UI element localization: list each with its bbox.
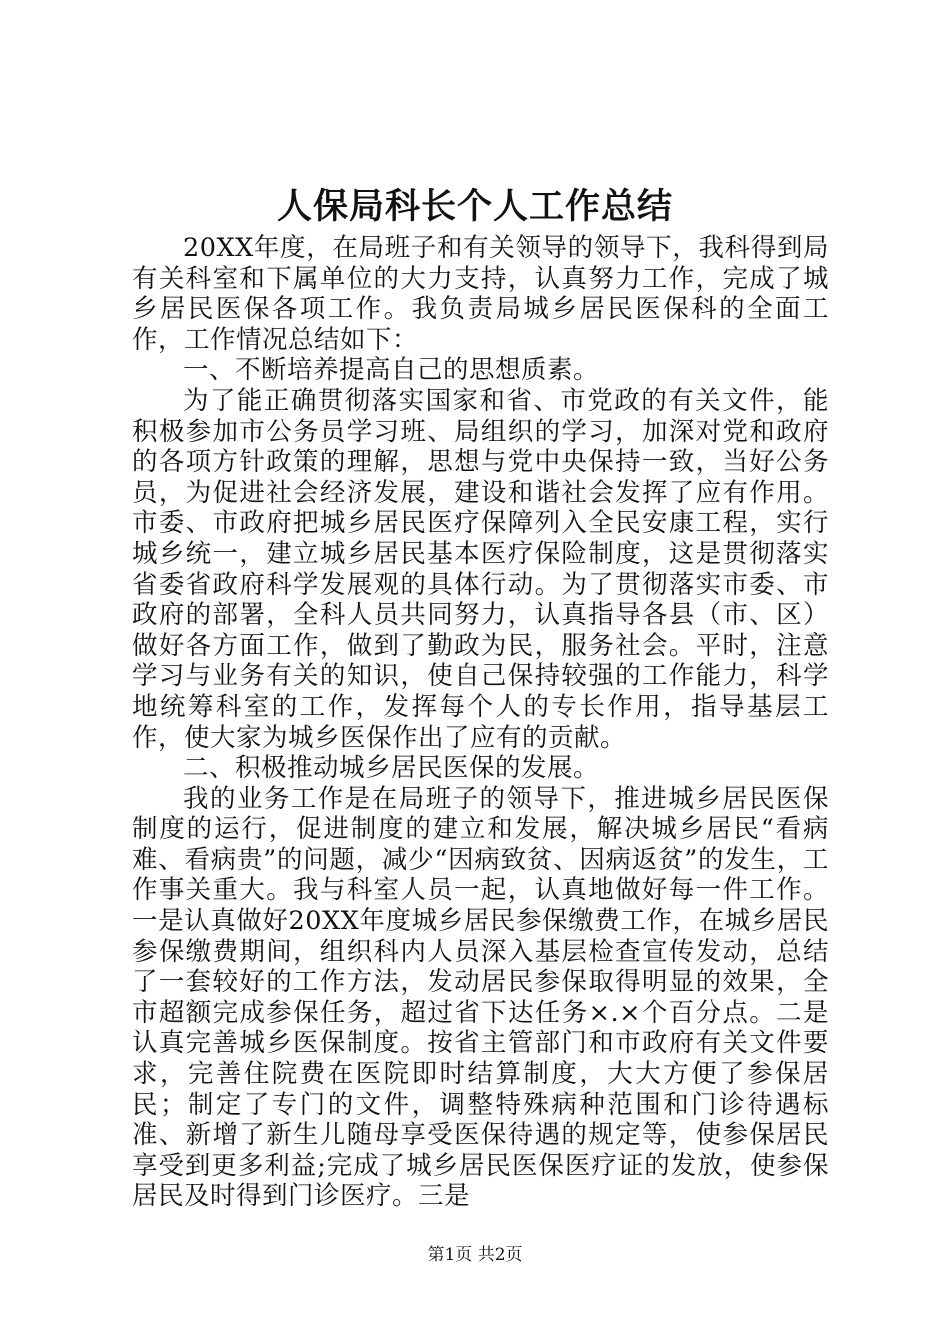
document-body <box>132 233 829 1212</box>
paragraph-section-1: 为了能正确贯彻落实国家和省、市党政的有关文件，能积极参加市公务员学习班、局组织的学习，加深对党和政府的各项方针政策的理解，思想与党中央保持一致，当好公务员，为促进社会经济发展，建设和谐社会发挥了应有作用。市委、市政府把城乡居民医疗保障列入全民安康工程，实行城乡统一，建立城乡居民基本医疗保险制度，这是贯彻落实省委省政府科学发展观的具体行动。为了贯彻落实市委、市政府的部署，全科人员共同努力，认真指导各县（市、区）做好各方面工作，做到了勤政为民，服务社会。平时，注意学习与业务有关的知识，使自己保持较强的工作能力，科学地统筹科室的工作，发挥每个人的专长作用，指导基层工作，使大家为城乡医保作出了应有的贡献。 <box>132 385 829 753</box>
paragraph-section-2: 我的业务工作是在局班子的领导下，推进城乡居民医保制度的运行，促进制度的建立和发展，解决城乡居民“看病难、看病贵”的问题，减少“因病致贫、因病返贫”的发生，工作事关重大。我与科室人员一起，认真地做好每一件工作。一是认真做好20XX年度城乡居民参保缴费工作，在城乡居民参保缴费期间，组织科内人员深入基层检查宣传发动，总结了一套较好的工作方法，发动居民参保取得明显的效果，全市超额完成参保任务，超过省下达任务×.×个百分点。二是认真完善城乡医保制度。按省主管部门和市政府有关文件要求，完善住院费在医院即时结算制度，大大方便了参保居民；制定了专门的文件，调整特殊病种范围和门诊待遇标准、新增了新生儿随母享受医保待遇的规定等，使参保居民享受到更多利益;完成了城乡居民医保医疗证的发放，使参保居民及时得到门诊医疗。三是 <box>132 783 829 1212</box>
page-footer: 第1页 共2页 <box>427 1245 523 1265</box>
section-heading-1: 一、不断培养提高自己的思想质素。 <box>183 355 600 386</box>
document-title: 人保局科长个人工作总结 <box>276 186 673 227</box>
paragraph-intro: 20XX年度，在局班子和有关领导的领导下，我科得到局有关科室和下属单位的大力支持，认真努力工作，完成了城乡居民医保各项工作。我负责局城乡居民医保科的全面工作，工作情况总结如下： <box>132 233 829 355</box>
section-heading-2: 二、积极推动城乡居民医保的发展。 <box>183 753 600 784</box>
